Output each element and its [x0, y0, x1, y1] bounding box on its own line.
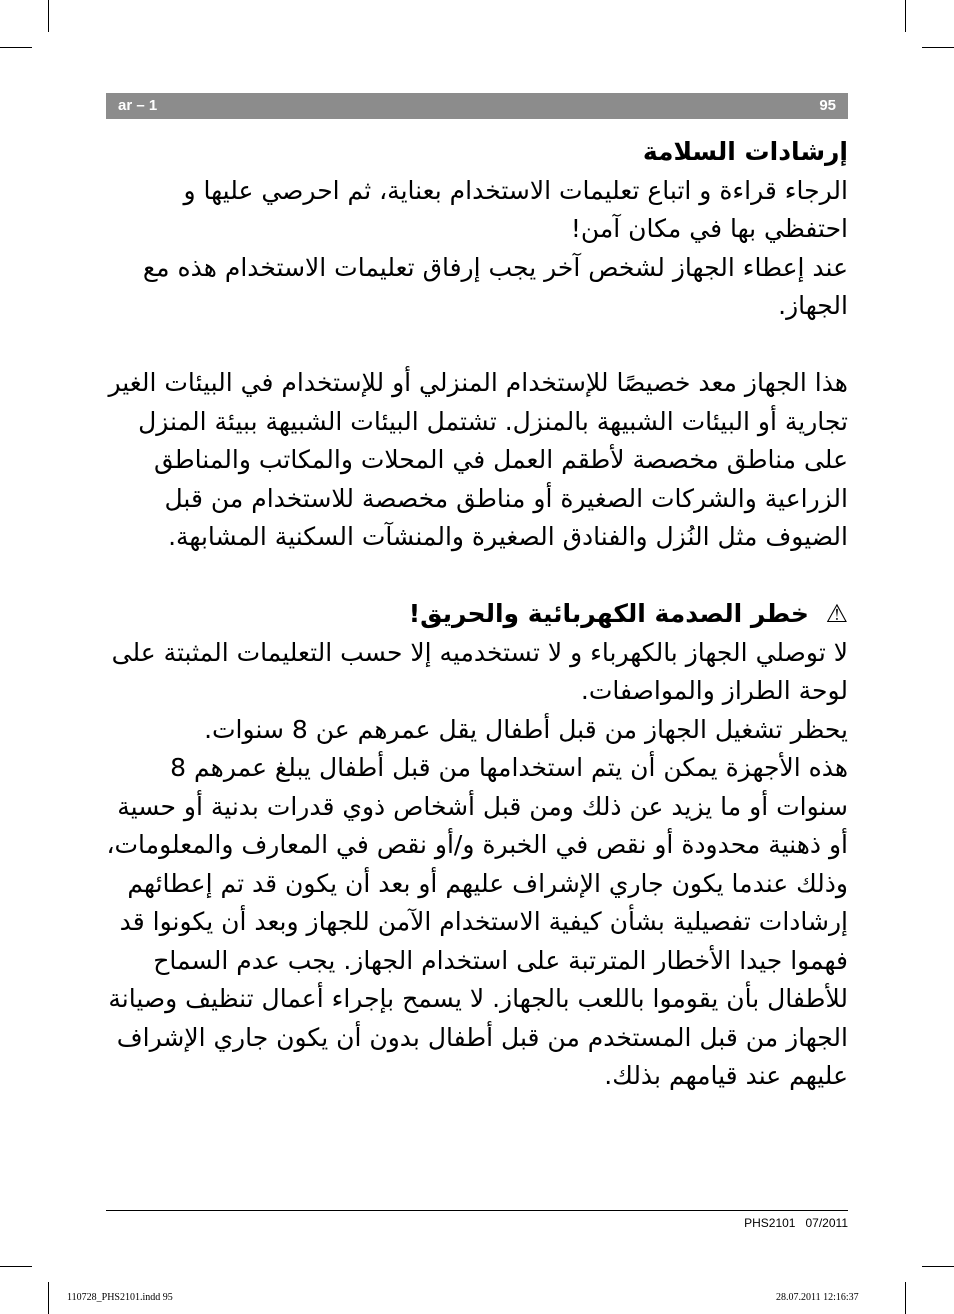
spacer — [106, 326, 848, 365]
crop-mark — [922, 1266, 954, 1267]
crop-mark — [48, 0, 49, 32]
warning-heading-text: خطر الصدمة الكهربائية والحريق! — [408, 599, 809, 628]
paragraph: الرجاء قراءة و اتباع تعليمات الاستخدام بعناية، ثم احرصي عليها و احتفظي بها في مكان آمن! — [183, 175, 848, 243]
section-label: ar – 1 — [118, 97, 158, 114]
spacer — [106, 557, 848, 596]
warning-heading — [106, 595, 848, 634]
document-body — [106, 133, 848, 1096]
paragraph: عند إعطاء الجهاز لشخص آخر يجب إرفاق تعليمات الاستخدام هذه مع الجهاز. — [142, 252, 848, 320]
crop-mark — [0, 47, 32, 48]
edition-date: 07/2011 — [805, 1216, 848, 1230]
page-number: 95 — [819, 97, 836, 114]
paragraph: لا توصلي الجهاز بالكهرباء و لا تستخدميه إلا حسب التعليمات المثبتة على لوحة الطراز والمواصفات. — [111, 637, 848, 705]
page-header-bar — [106, 93, 848, 119]
crop-mark — [905, 0, 906, 32]
crop-mark — [48, 1282, 49, 1314]
footer-info — [744, 1216, 848, 1230]
model-number: PHS2101 — [744, 1216, 796, 1230]
paragraph: هذه الأجهزة يمكن أن يتم استخدامها من قبل أطفال يبلغ عمرهم 8 سنوات أو ما يزيد عن ذلك ومن قبل أشخاص ذوي قدرات بدنية أو حسية أو ذهنية محدودة أو نقص في الخبرة و/أو نقص في المعارف والمعلومات، وذلك عندما يكون جاري الإشراف عليهم أو بعد أن يكون قد تم إعطائهم إرشادات تفصيلية بشأن كيفية الاستخدام الآمن للجهاز وبعد أن يكونوا قد فهموا جيدا الأخطار المترتبة على استخدام الجهاز. يجب عدم السماح للأطفال بأن يقوموا باللعب بالجهاز. لا يسمح بإجراء أعمال تنظيف وصيانة الجهاز من قبل المستخدم من قبل أطفال بدون أن يكون جاري الإشراف عليهم عند قيامهم بذلك. — [106, 753, 848, 1090]
crop-mark — [905, 1282, 906, 1314]
safety-heading: إرشادات السلامة — [642, 137, 848, 166]
crop-mark — [0, 1266, 32, 1267]
footer-rule — [106, 1210, 848, 1211]
crop-mark — [922, 47, 954, 48]
warning-triangle-icon: ⚠ — [825, 599, 848, 628]
slug-file: 110728_PHS2101.indd 95 — [67, 1292, 173, 1303]
paragraph: هذا الجهاز معد خصيصًا للإستخدام المنزلي أو للإستخدام في البيئات الغير تجارية أو البيئات الشبيهة بالمنزل. تشتمل البيئات الشبيهة ببيئة المنزل على مناطق مخصصة لأطقم العمل في المحلات والمكاتب والمناطق الزراعية والشركات الصغيرة أو مناطق مخصصة للاستخدام من قبل الضيوف مثل النُزل والفنادق الصغيرة والمنشآت السكنية المشابهة. — [108, 368, 848, 551]
paragraph: يحظر تشغيل الجهاز من قبل أطفال يقل عمرهم عن 8 سنوات. — [204, 714, 848, 744]
slug-timestamp: 28.07.2011 12:16:37 — [776, 1292, 859, 1303]
